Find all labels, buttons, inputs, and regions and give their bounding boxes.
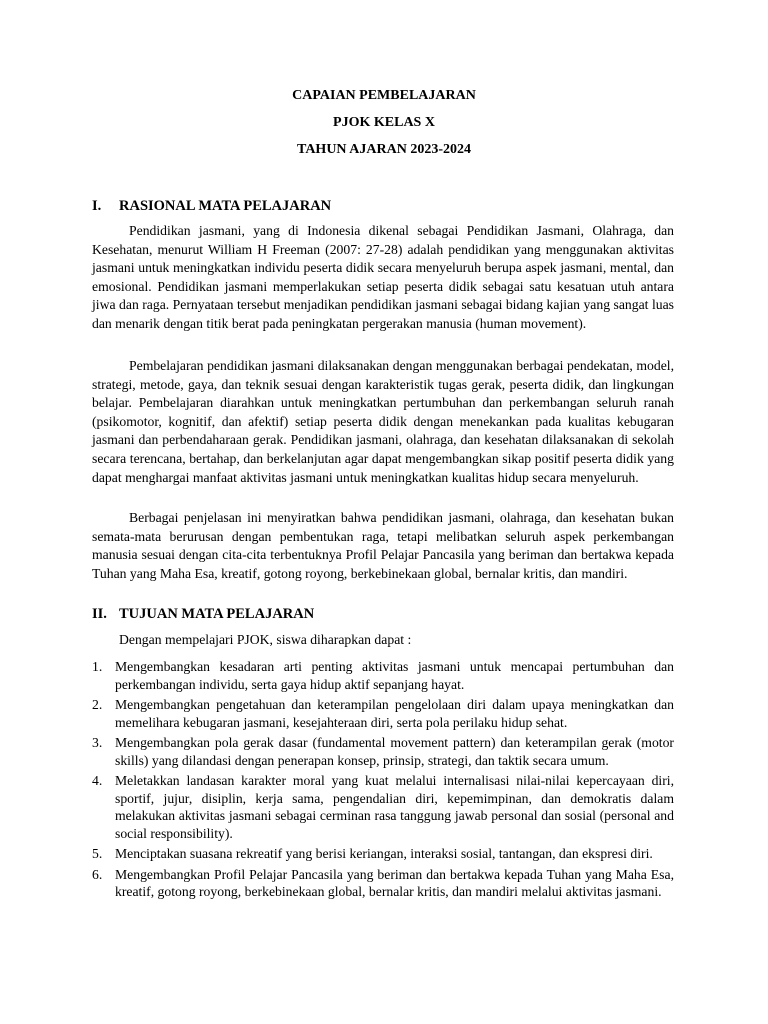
list-item-number: 3. (92, 735, 103, 750)
list-item (92, 658, 674, 693)
list-item-number: 5. (92, 846, 103, 861)
document-subtitle-year: TAHUN AJARAN 2023-2024 (297, 142, 471, 157)
document-subtitle-class: PJOK KELAS X (333, 115, 435, 130)
section-title: RASIONAL MATA PELAJARAN (119, 198, 332, 214)
document-title-block (0, 86, 768, 167)
document-title: CAPAIAN PEMBELAJARAN (292, 88, 476, 103)
section-title: TUJUAN MATA PELAJARAN (119, 606, 315, 622)
list-item (92, 866, 674, 901)
list-item-text: Mengembangkan pengetahuan dan keterampilan pengelolaan diri dalam upaya meningkatkan dan memelihara kebugaran jasmani, kesejahteraan diri, serta pola perilaku hidup sehat. (115, 697, 674, 730)
list-item-number: 2. (92, 697, 103, 712)
list-item (92, 845, 674, 863)
list-item-text: Menciptakan suasana rekreatif yang berisi keriangan, interaksi sosial, tantangan, dan ekspresi diri. (115, 846, 653, 861)
list-item-text: Mengembangkan kesadaran arti penting aktivitas jasmani untuk mencapai pertumbuhan dan perkembangan individu, serta gaya hidup aktif sepanjang hayat. (115, 659, 674, 692)
section-number: I. (92, 198, 102, 214)
section-number: II. (92, 606, 107, 622)
paragraph-rasional-1: Pendidikan jasmani, yang di Indonesia dikenal sebagai Pendidikan Jasmani, Olahraga, dan Kesehatan, menurut William H Freeman (2007: 27-28) adalah pendidikan yang menggunakan aktivitas jasmani untuk meningkatkan individu peserta didik secara menyeluruh berupa aspek jasmani, mental, dan emosional. Pendidikan jasmani memperlakukan setiap peserta didik sebagai satu kesatuan utuh antara jiwa dan raga. Pernyataan tersebut menjadikan pendidikan jasmani sebagai bidang kajian yang sangat luas dan menarik dengan titik berat pada peningkatan pergerakan manusia (human movement). (92, 223, 674, 331)
list-item-number: 6. (92, 866, 103, 882)
list-item-number: 1. (92, 659, 103, 674)
paragraph-rasional-2: Pembelajaran pendidikan jasmani dilaksanakan dengan menggunakan berbagai pendekatan, model, strategi, metode, gaya, dan teknik sesuai dengan karakteristik tugas gerak, peserta didik, dan lingkungan belajar. Pembelajaran diarahkan untuk meningkatkan pertumbuhan dan perkembangan seluruh ranah (psikomotor, kognitif, dan afektif) setiap peserta didik dengan menekankan pada kualitas kebugaran jasmani dan perbendaharaan gerak. Pendidikan jasmani, olahraga, dan kesehatan dilaksanakan di sekolah secara terencana, bertahap, dan berkelanjutan agar dapat mengembangkan sikap positif peserta didik yang dapat menghargai manfaat aktivitas jasmani untuk meningkatkan kualitas hidup secara menyeluruh. (92, 358, 674, 485)
paragraph-rasional-3: Berbagai penjelasan ini menyiratkan bahwa pendidikan jasmani, olahraga, dan kesehatan bukan semata-mata berurusan dengan pembentukan raga, tetapi melibatkan seluruh aspek perkembangan manusia sesuai dengan cita-cita terbentuknya Profil Pelajar Pancasila yang beriman dan bertakwa kepada Tuhan yang Maha Esa, kreatif, gotong royong, berkebinekaan global, bernalar kritis, dan mandiri. (92, 510, 674, 581)
list-item (92, 734, 674, 769)
list-item-text: Mengembangkan pola gerak dasar (fundamental movement pattern) dan keterampilan gerak (motor skills) yang dilandasi dengan penerapan konsep, prinsip, strategi, dan taktik secara umum. (115, 735, 674, 768)
section-heading-rasional (92, 197, 331, 215)
tujuan-intro: Dengan mempelajari PJOK, siswa diharapkan dapat : (119, 632, 412, 647)
list-item-text: Meletakkan landasan karakter moral yang kuat melalui internalisasi nilai-nilai kepercayaan diri, sportif, jujur, disiplin, kerja sama, pengendalian diri, kepemimpinan, dan demokratis dalam melakukan aktivitas jasmani sebagai cerminan rasa tanggung jawab personal dan sosial (personal and social responsibility). (115, 773, 674, 841)
list-item-text: Mengembangkan Profil Pelajar Pancasila yang beriman dan bertakwa kepada Tuhan yang Maha Esa, kreatif, gotong royong, berkebinekaan global, bernalar kritis, dan mandiri melalui aktivitas jasmani. (115, 866, 674, 899)
section-heading-tujuan (92, 605, 314, 623)
list-item (92, 696, 674, 731)
list-item (92, 772, 674, 842)
tujuan-list (92, 658, 674, 904)
list-item-number: 4. (92, 773, 103, 788)
